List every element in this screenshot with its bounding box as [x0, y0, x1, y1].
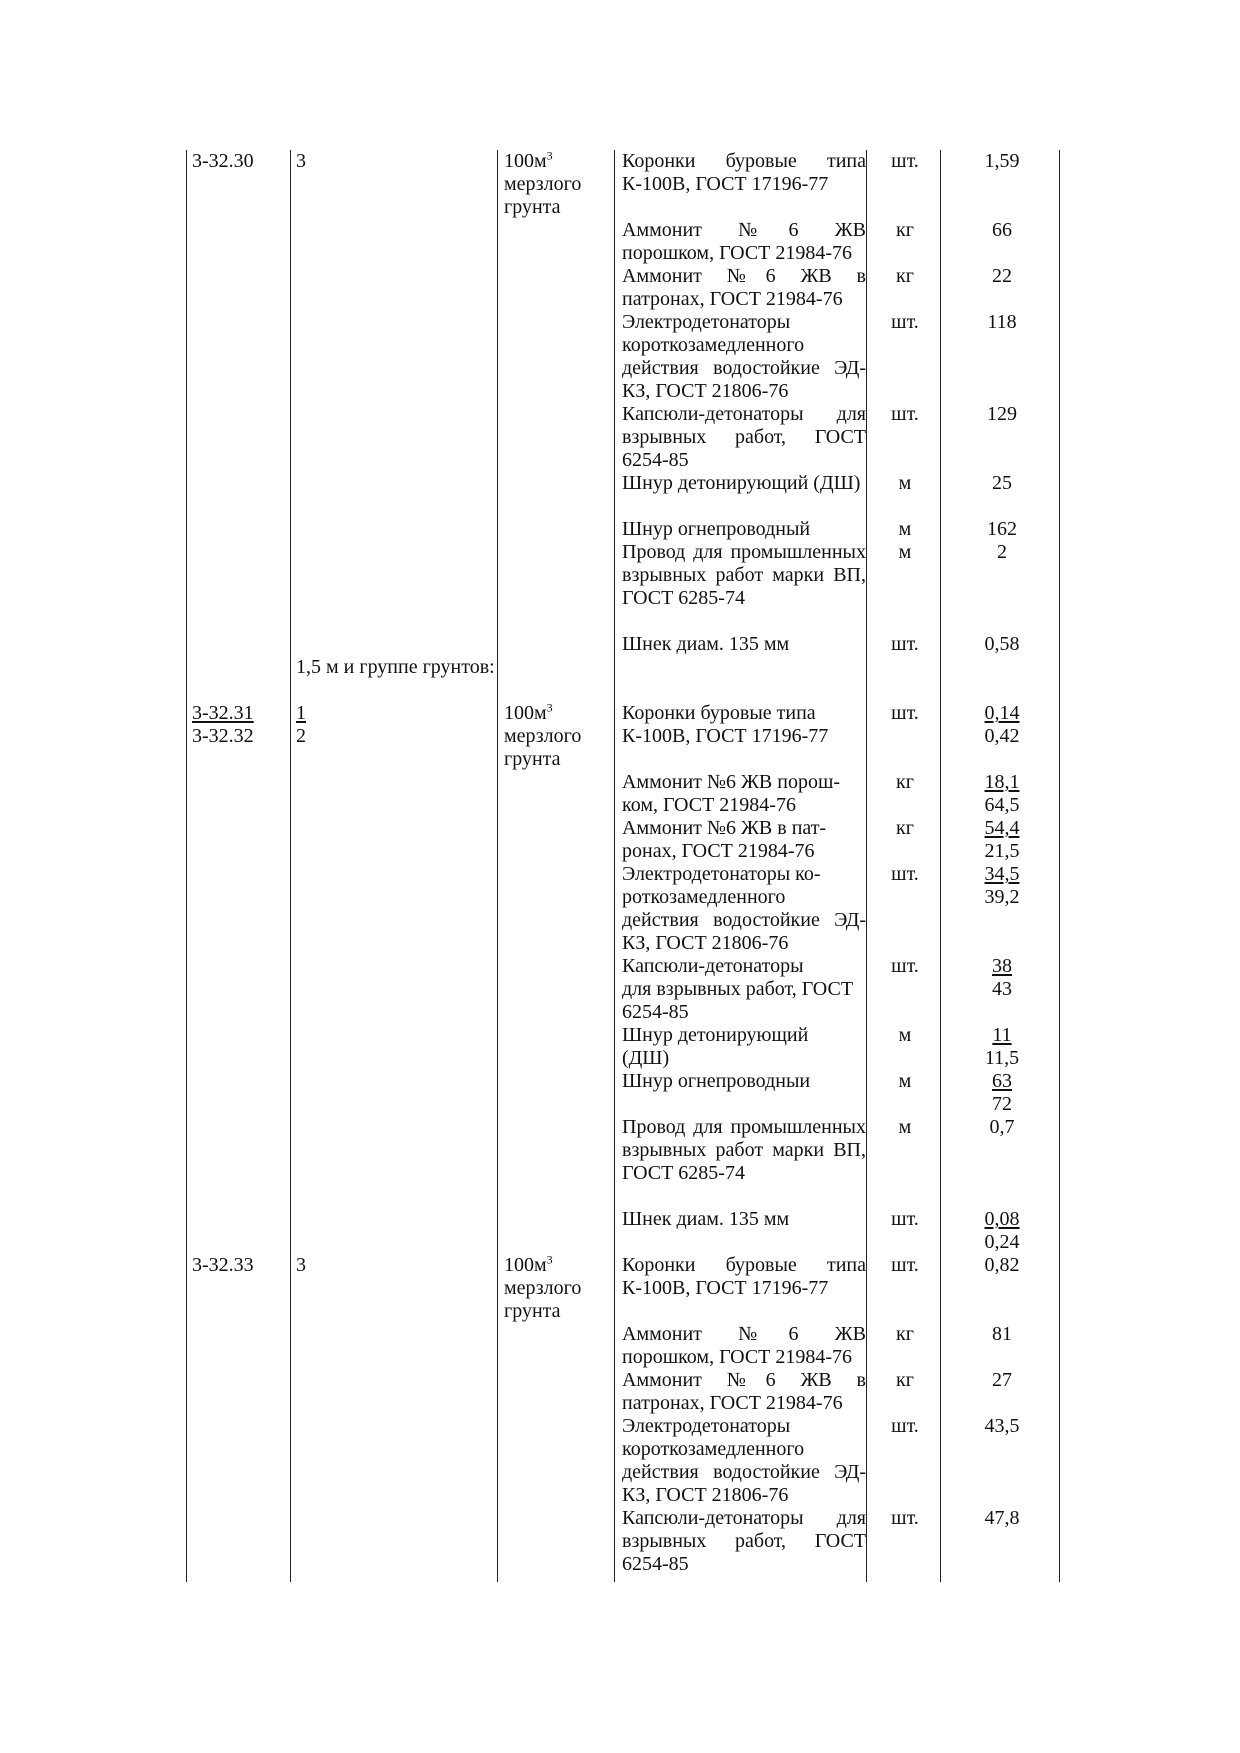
resource-name [622, 1507, 866, 1576]
measure-unit [504, 702, 608, 771]
resource-name-line: роткозамедленного [622, 886, 786, 908]
item-code-line: 3-32.32 [192, 725, 254, 747]
resource-name [622, 863, 866, 955]
resource-name-line: 6254-85 [622, 1001, 689, 1023]
resource-name-line: Аммонит №6 ЖВ в пат- [622, 817, 827, 839]
resource-name-text: Капсюли-детонаторы для взрывных работ, ГОСТ 6254-85 [622, 403, 866, 471]
resource-name-line: Аммонит №6 ЖВ порош- [622, 771, 841, 793]
resource-name-line: действия водостойкие ЭД-КЗ, ГОСТ 21806-76 [622, 909, 866, 954]
quantity-value: 39,2 [984, 886, 1020, 908]
resource-name [622, 1254, 866, 1300]
resource-name [622, 403, 866, 472]
resource-unit: шт. [891, 403, 919, 425]
resource-name-line: Коронки буровые типа [622, 702, 816, 724]
resource-name-text: Электродетонаторы короткозамедленного действия водостойкие ЭД-КЗ, ГОСТ 21806-76 [622, 311, 866, 402]
resource-name-line: Шнур детонирующий [622, 1024, 809, 1046]
quantity-value: 34,5 [984, 863, 1020, 885]
measure-unit-line: $100м^3$ [504, 700, 553, 724]
resource-quantity [944, 1116, 1060, 1139]
measure-unit-line: мерзлого [504, 173, 582, 195]
resource-name-text: Коронки буровые типа К-100В, ГОСТ 17196-77 [622, 1254, 866, 1299]
resource-unit: м [898, 518, 912, 540]
measure-unit-line: грунта [504, 1300, 561, 1322]
quantity-value: 64,5 [984, 794, 1020, 816]
quantity-value: 162 [987, 518, 1017, 540]
resource-name [622, 150, 866, 196]
quantity-value: 25 [992, 472, 1012, 494]
resource-name-text: Аммонит №6 ЖВ порошком, ГОСТ 21984-76 [622, 219, 866, 264]
resource-name-text: Аммонит №6 ЖВ порошком, ГОСТ 21984-76 [622, 1323, 866, 1368]
resource-name-line: Шнек диам. 135 мм [622, 1208, 790, 1230]
resource-name-line: К-100В, ГОСТ 17196-77 [622, 725, 829, 747]
measure-unit [504, 1254, 608, 1323]
resource-name-line: ронах, ГОСТ 21984-76 [622, 840, 815, 862]
resource-name-line: для взрывных работ, ГОСТ [622, 978, 854, 1000]
resource-quantity [944, 541, 1060, 564]
resource-name-line: Капсюли-детонаторы [622, 955, 804, 977]
resource-name-line: Электродетонаторы ко- [622, 863, 821, 885]
quantity-value: 2 [997, 541, 1007, 563]
resource-quantity [944, 955, 1060, 1001]
quantity-value: 129 [987, 403, 1017, 425]
soil-category-line: 1 [296, 702, 306, 724]
superscript: 3 [546, 1252, 553, 1267]
measure-unit-line: мерзлого [504, 1277, 582, 1299]
resource-name-text: Шнур огнепроводный [622, 518, 811, 540]
resource-unit: м [898, 541, 912, 563]
resource-quantity [944, 219, 1060, 242]
resource-quantity [944, 150, 1060, 173]
measure-unit-line: грунта [504, 748, 561, 770]
quantity-value: 18,1 [984, 771, 1020, 793]
resource-name-text: Шнур детонирующий (ДШ) [622, 472, 861, 494]
quantity-value: 72 [992, 1093, 1012, 1115]
resource-unit: кг [896, 1369, 914, 1391]
resource-unit: шт. [891, 863, 919, 885]
resource-name [622, 311, 866, 403]
resource-name-line: ком, ГОСТ 21984-76 [622, 794, 796, 816]
item-code-line: 3-32.31 [192, 702, 254, 724]
quantity-value: 38 [992, 955, 1012, 977]
measure-unit-line: $100м^3$ [504, 1252, 553, 1276]
measure-unit [504, 150, 608, 219]
resource-quantity [944, 472, 1060, 495]
resource-unit: кг [896, 265, 914, 287]
soil-category: 3 [296, 1254, 306, 1276]
resource-unit: шт. [891, 1208, 919, 1230]
resource-unit: кг [896, 817, 914, 839]
resource-unit: шт. [891, 1254, 919, 1276]
quantity-value: 0,58 [984, 633, 1020, 655]
resource-name [622, 518, 866, 541]
resource-name [622, 771, 866, 817]
soil-category-line: 2 [296, 725, 306, 747]
resource-name [622, 1024, 866, 1070]
resource-quantity [944, 311, 1060, 334]
resource-quantity [944, 1070, 1060, 1116]
item-code [192, 150, 287, 173]
resource-unit: м [898, 1070, 912, 1092]
quantity-value: 47,8 [984, 1507, 1020, 1529]
resource-name-text: Коронки буровые типа К-100В, ГОСТ 17196-77 [622, 150, 866, 195]
resource-unit: шт. [891, 955, 919, 977]
item-code-line: 3-32.30 [192, 150, 254, 172]
resource-name [622, 1116, 866, 1185]
quantity-value: 0,24 [984, 1231, 1020, 1253]
resource-unit: м [898, 472, 912, 494]
table-divider-3 [614, 150, 615, 1582]
measure-unit-line: $100м^3$ [504, 148, 553, 172]
resource-name-text: Провод для промышленных взрывных работ марки ВП, ГОСТ 6285-74 [622, 541, 866, 609]
resource-unit: м [898, 1116, 912, 1138]
quantity-value: 22 [992, 265, 1012, 287]
resource-quantity [944, 1254, 1060, 1277]
resource-quantity [944, 1323, 1060, 1346]
resource-quantity [944, 1507, 1060, 1530]
resource-quantity [944, 771, 1060, 817]
table-divider-1 [290, 150, 291, 1582]
resource-name [622, 817, 866, 863]
table-divider-2 [497, 150, 498, 1582]
resource-name [622, 1415, 866, 1507]
quantity-value: 0,42 [984, 725, 1020, 747]
resource-name [622, 1323, 866, 1369]
measure-unit-line: мерзлого [504, 725, 582, 747]
resource-unit: шт. [891, 633, 919, 655]
quantity-value: 0,7 [989, 1116, 1015, 1138]
resource-name-text: Шнек диам. 135 мм [622, 633, 790, 655]
resource-name-line: (ДШ) [622, 1047, 670, 1069]
resource-name [622, 219, 866, 265]
resource-name-text: Аммонит №6 ЖВ в патронах, ГОСТ 21984-76 [622, 265, 866, 310]
quantity-value: 118 [987, 311, 1017, 333]
resource-name [622, 633, 866, 656]
resource-name-line: Шнур огнепроводныи [622, 1070, 811, 1092]
resource-name-text: Аммонит №6 ЖВ в патронах, ГОСТ 21984-76 [622, 1369, 866, 1414]
soil-category: 1,5 м и группе грунтов: [296, 656, 495, 678]
resource-unit: шт. [891, 1507, 919, 1529]
resource-unit: кг [896, 1323, 914, 1345]
resource-unit: шт. [891, 1415, 919, 1437]
resource-quantity [944, 1369, 1060, 1392]
resource-unit: шт. [891, 311, 919, 333]
quantity-value: 11 [992, 1024, 1012, 1046]
resource-unit: м [898, 1024, 912, 1046]
quantity-value: 81 [992, 1323, 1012, 1345]
resource-quantity [944, 1415, 1060, 1438]
resource-name [622, 1070, 866, 1093]
resource-unit: шт. [891, 150, 919, 172]
item-code-line: 3-32.33 [192, 1254, 254, 1276]
quantity-value: 43 [992, 978, 1012, 1000]
resource-name-text: Капсюли-детонаторы для взрывных работ, ГОСТ 6254-85 [622, 1507, 866, 1575]
resource-quantity [944, 633, 1060, 656]
quantity-value: 54,4 [984, 817, 1020, 839]
resource-name-text: Провод для промышленных взрывных работ марки ВП, ГОСТ 6285-74 [622, 1116, 866, 1184]
soil-category [296, 702, 496, 748]
resource-unit: кг [896, 219, 914, 241]
soil-category: 3 [296, 150, 306, 172]
table-border-left [186, 150, 187, 1582]
resource-name [622, 955, 866, 1024]
resource-quantity [944, 702, 1060, 748]
resource-quantity [944, 1208, 1060, 1254]
item-code [192, 702, 287, 748]
resource-quantity [944, 863, 1060, 909]
resource-name [622, 1369, 866, 1415]
measure-unit-line: грунта [504, 196, 561, 218]
resource-name-text: Электродетонаторы короткозамедленного действия водостойкие ЭД-КЗ, ГОСТ 21806-76 [622, 1415, 866, 1506]
resource-quantity [944, 265, 1060, 288]
resource-name [622, 702, 866, 748]
quantity-value: 11,5 [984, 1047, 1020, 1069]
quantity-value: 0,08 [984, 1208, 1020, 1230]
table-divider-4 [866, 150, 867, 1582]
resource-quantity [944, 817, 1060, 863]
superscript: 3 [546, 700, 553, 715]
resource-unit: кг [896, 771, 914, 793]
resource-quantity [944, 1024, 1060, 1070]
quantity-value: 43,5 [984, 1415, 1020, 1437]
superscript: 3 [546, 148, 553, 163]
quantity-value: 63 [992, 1070, 1012, 1092]
resource-unit: шт. [891, 702, 919, 724]
resource-quantity [944, 403, 1060, 426]
quantity-value: 1,59 [984, 150, 1020, 172]
quantity-value: 21,5 [984, 840, 1020, 862]
resource-name [622, 541, 866, 610]
quantity-value: 66 [992, 219, 1012, 241]
quantity-value: 27 [992, 1369, 1012, 1391]
quantity-value: 0,82 [984, 1254, 1020, 1276]
quantity-value: 0,14 [984, 702, 1020, 724]
resource-name [622, 472, 866, 495]
item-code [192, 1254, 287, 1277]
resource-name [622, 1208, 866, 1231]
resource-quantity [944, 518, 1060, 541]
resource-name [622, 265, 866, 311]
